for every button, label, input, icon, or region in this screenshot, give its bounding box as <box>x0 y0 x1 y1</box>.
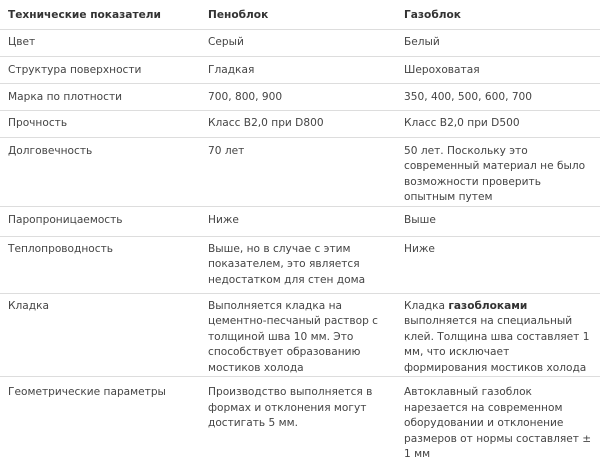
foam-cell: Серый <box>200 29 396 56</box>
gas-cell: 50 лет. Поскольку это современный материал не было возможности проверить опытным путем <box>396 137 600 206</box>
foam-cell: 700, 800, 900 <box>200 83 396 110</box>
gas-text-prefix: Кладка <box>404 299 449 312</box>
foam-cell: Ниже <box>200 206 396 236</box>
table-row <box>0 206 600 236</box>
foam-cell: 70 лет <box>200 137 396 206</box>
table-row <box>0 56 600 83</box>
foam-cell: Класс В2,0 при D800 <box>200 110 396 137</box>
gas-cell: Белый <box>396 29 600 56</box>
table-row <box>0 293 600 377</box>
table-row <box>0 29 600 56</box>
param-cell: Паропроницаемость <box>0 206 200 236</box>
param-cell: Прочность <box>0 110 200 137</box>
header-parameters: Технические показатели <box>0 0 200 29</box>
table-row <box>0 83 600 110</box>
param-cell: Цвет <box>0 29 200 56</box>
param-cell: Долговечность <box>0 137 200 206</box>
foam-cell: Выполняется кладка на цементно-песчаный раствор с толщиной шва 10 мм. Это способствует образованию мостиков холода <box>200 293 396 377</box>
table-header-row <box>0 0 600 29</box>
gas-cell: Выше <box>396 206 600 236</box>
gas-cell: 350, 400, 500, 600, 700 <box>396 83 600 110</box>
header-gas-block: Газоблок <box>396 0 600 29</box>
gas-keyword-link: газоблоками <box>448 299 528 312</box>
gas-cell: Ниже <box>396 236 600 293</box>
param-cell: Кладка <box>0 293 200 377</box>
gas-cell: Шероховатая <box>396 56 600 83</box>
gas-cell: Класс В2,0 при D500 <box>396 110 600 137</box>
gas-cell <box>396 293 600 377</box>
param-cell: Марка по плотности <box>0 83 200 110</box>
gas-text-suffix: выполняется на специальный клей. Толщина шва составляет 1 мм, что исключает формирования мостиков холода <box>404 315 590 374</box>
param-cell: Теплопроводность <box>0 236 200 293</box>
table-row <box>0 377 600 467</box>
param-cell: Геометрические параметры <box>8 386 166 398</box>
foam-cell: Выше, но в случае с этим показателем, это является недостатком для стен дома <box>200 236 396 293</box>
gas-cell: Автоклавный газоблок нарезается на современном оборудовании и отклонение размеров от нормы составляет ± 1 мм <box>404 386 592 460</box>
foam-cell: Производство выполняется в формах и отклонения могут достигать 5 мм. <box>208 386 373 429</box>
table-row <box>0 110 600 137</box>
header-foam-block: Пеноблок <box>200 0 396 29</box>
table-row <box>0 236 600 293</box>
table-row <box>0 137 600 206</box>
param-cell: Структура поверхности <box>0 56 200 83</box>
foam-cell: Гладкая <box>200 56 396 83</box>
